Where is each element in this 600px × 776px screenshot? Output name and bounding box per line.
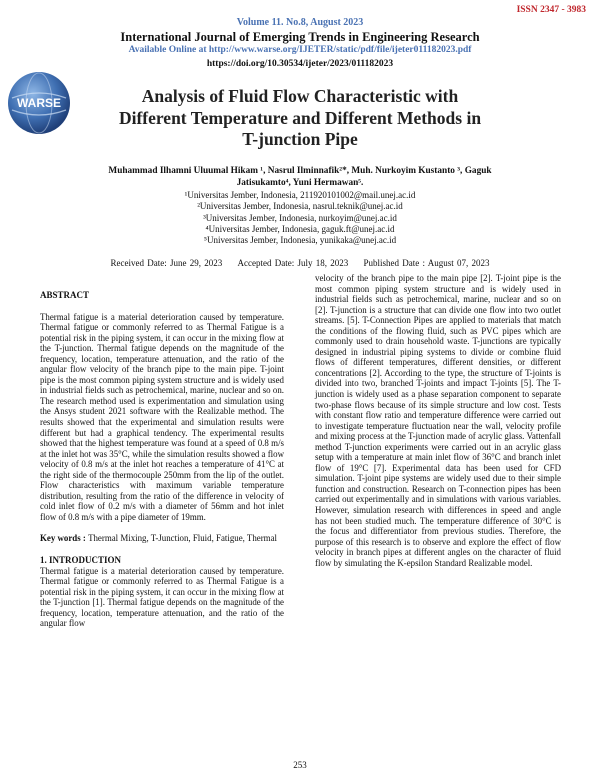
right-column xyxy=(315,273,561,568)
svg-text:WARSE: WARSE xyxy=(16,96,62,110)
introduction-heading: 1. INTRODUCTION xyxy=(40,555,122,566)
author-list xyxy=(60,166,540,189)
affiliation-4: ⁴Universitas Jember, Indonesia, gaguk.ft@unej.ac.id xyxy=(205,223,395,234)
accepted-date: Accepted Date: July 18, 2023 xyxy=(237,258,349,268)
warse-logo xyxy=(6,70,72,136)
affiliation-2: ²Universitas Jember, Indonesia, nasrul.teknik@unej.ac.id xyxy=(197,201,403,212)
volume-line: Volume 11. No.8, August 2023 xyxy=(236,17,364,28)
affiliation-3: ³Universitas Jember, Indonesia, nurkoyim@unej.ac.id xyxy=(203,212,397,223)
article-dates xyxy=(0,258,600,268)
title-line-1: Analysis of Fluid Flow Characteristic with xyxy=(141,86,459,106)
available-online-link[interactable]: Available Online at http://www.warse.org/IJETER/static/pdf/file/ijeter011182023.pdf xyxy=(128,45,472,55)
abstract-heading: ABSTRACT xyxy=(40,290,90,300)
issn-label: ISSN 2347 - 3983 xyxy=(516,5,586,15)
title-line-2: Different Temperature and Different Methods in xyxy=(118,107,482,128)
journal-title: International Journal of Emerging Trends in Engineering Research xyxy=(120,30,480,44)
title-line-3: T-junction Pipe xyxy=(242,129,358,149)
authors-line-2: Jatisukamto⁴, Yuni Hermawan⁵. xyxy=(236,177,364,188)
affiliation-5: ⁵Universitas Jember, Indonesia, yunikaka@unej.ac.id xyxy=(203,235,397,246)
introduction-text-right: velocity of the branch pipe to the main pipe [2]. T-joint pipe is the most common piping system structure and is widely used in industrial fields such as petrochemical, marine, nuclear and so on [2]. T-junction is a structure that can divide one flow into two outlet streams. [5]. T-Connection Pipes are applied to materials that match the conditions of the flowing fluid, such as PVC pipes which are commonly used to drain household waste. T-junctions are typically designed in industrial piping systems to divide or combine fluid flows of different temperatures, different densities, or different concentrations [2]. According to the type, the structure of T-joints is divided into two, branched T-joints and impact T-joints [5]. The T-junction is widely used as a phase separation component to separate two-phase flows because of its simple structure and low cost. Tests with constant flow ratio and temperature difference were carried out to investigate temperature fluctuation near the wall, velocity profile and mixing process at the T-junction made of acrylic glass. Vattenfall method T-junction experiments were carried out in an acrylic glass setup with a temperature at main inlet flow of 36°C and branch inlet flow of 19°C [7]. Experimental data has been used for CFD simulation. T-joint pipe systems are widely used due to their simple function and construction. Research on T-connection pipes has been carried out experimentally and in simulations with various variables. However, simulation research with differences in speed and angle has not been studied much. The temperature difference of 30°C is the focus and differentiator from previous studies. Therefore, the purpose of this research is to observe and explore the effect of flow velocity in branch pipes at different angles on the character of fluid flow by simulating the K-epsilon Standard Realizable model. xyxy=(315,273,561,568)
received-date: Received Date: June 29, 2023 xyxy=(110,258,223,268)
abstract-text: Thermal fatigue is a material deterioration caused by temperature. Thermal fatigue or commonly referred to as Thermal Fatigue is a potential risk in the piping system, it can occur in the mixing flow at the T-junction. Thermal fatigue depends on the magnitude of the frequency, location, temperature attenuation, and the ratio of the angular flow velocity of the branch pipe to the main pipe. T-joint pipe is the most common piping system structure and is widely used in industrial fields such as petrochemical, marine, nuclear and so on. The research method used is experimentation and simulation using the Ansys student 2021 software with the Realizable method. The results showed that the experimental and simulation results were different but had a graphical tendency. The experimental results showed that the highest temperature was found at a speed of 0.8 m/s at the inlet hot was 35°C, while the simulation results showed a flow velocity of 0.8 m/s at the inlet hot reaches a temperature of 41°C at the right side of the thermocouple 250mm from the lip of the outlet. Flow characteristics with maximum variable temperature distribution, resulting from the ratio of the difference in velocity of cold inlet flow of 0.2 m/s with a diameter of 56mm and hot inlet flow of 0.8 m/s with a pipe diameter of 19mm. xyxy=(40,311,284,522)
authors-line-1: Muhammad Ilhamni Uluumal Hikam ¹, Nasrul Ilminnafik²*, Muh. Nurkoyim Kustanto ³, Gaguk xyxy=(108,166,492,176)
keywords-label: Key words : xyxy=(40,533,89,544)
published-date: Published Date : August 07, 2023 xyxy=(363,258,490,268)
paper-title xyxy=(70,86,530,151)
keywords xyxy=(40,533,284,544)
page-number: 253 xyxy=(293,760,307,770)
introduction-text-left: Thermal fatigue is a material deterioration caused by temperature. Thermal fatigue or commonly referred to as Thermal Fatigue is a potential risk in the piping system, it can occur in the mixing flow at the T-junction [1]. Thermal fatigue depends on the magnitude of the frequency, location, temperature attenuation, and the ratio of the angular flow xyxy=(40,565,284,629)
doi-link[interactable]: https://doi.org/10.30534/ijeter/2023/011182023 xyxy=(206,59,394,69)
keywords-text: Thermal Mixing, T-Junction, Fluid, Fatigue, Thermal xyxy=(88,533,277,544)
affiliation-1: ¹Universitas Jember, Indonesia, 211920101002@mail.unej.ac.id xyxy=(184,190,416,200)
affiliations xyxy=(60,190,540,246)
left-column xyxy=(40,290,284,629)
